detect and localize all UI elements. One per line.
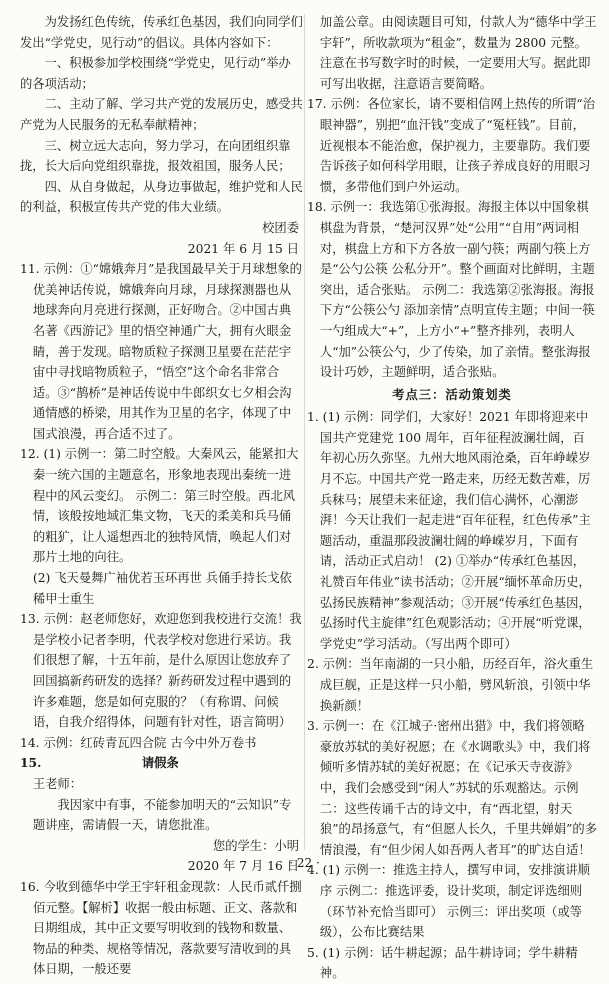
proposal-item-2: 二、主动了解、学习共产党的发展历史，感受共产党为人民服务的无私奉献精神； (20, 97, 303, 132)
right-column (307, 12, 597, 984)
proposal-signer: 校团委 (262, 220, 299, 235)
answer-15-header (20, 753, 303, 774)
proposal-intro: 为发扬红色传统，传承红色基因，我们向同学们发出“学党史，见行动”的倡议。具体内容如下： (20, 15, 303, 50)
section-heading: 考点三：活动策划类 (392, 386, 512, 402)
column-divider (304, 14, 305, 850)
proposal-item-3: 三、树立远大志向，努力学习，在向团组织靠拢，长大后向党组织靠拢，报效祖国，服务人民； (20, 138, 291, 174)
activity-answer-1: 1. (1) 示例：同学们，大家好！2021 年即将迎来中国共产党建党 100 周年，百年征程波澜壮阔，百年初心历久弥坚。九州大地风雨沧桑，百年峥嵘岁月不忘。中国共产党一路走来，历经无数苦难，厉兵秣马；展望未来征途，我们信心满怀，心潮澎湃！今天让我们一起走进“百年征程，红色传承”主题活动，重温那段波澜壮阔的峥嵘岁月，下面有请，活动正式启动！ (2) ①举办“传承红色基因，礼赞百年伟业”读书活动；②开展“缅怀革命历史，弘扬民族精神”参观活动；③开展“传承红色基因，弘扬时代主旋律”红色观影活动；④开展“听党课，学党史”学习活动。（写出两个即可） (307, 410, 591, 651)
leave-note-salutation: 王老师： (32, 776, 83, 791)
answer-16: 16. 今收到德华中学王宇轩租金现款：人民币贰仟捌佰元整。【解析】收据一般由标题、正文、落款和日期组成，其中正文要写明收到的钱物和数量、物品的种类、规格等情况，落款要写清收到的具体日期，一般还要 (20, 879, 302, 977)
proposal-item-1: 一、积极参加学校围绕“学党史，见行动”举办的各项活动； (20, 56, 291, 91)
leave-note-date: 2020 年 7 月 16 日 (187, 859, 299, 874)
proposal-date: 2021 年 6 月 15 日 (187, 241, 299, 256)
answer-16-continued: 加盖公章。由阅读题目可知，付款人为“德华中学王宇轩”，所收款项为“租金”，数量为 2800 元整。注意在书写数字时的时候，一定要用大写。据此即可写出收据，注意语言要简略。 (319, 15, 597, 91)
activity-answer-4: 4. (1) 示例一：推选主持人，撰写申词，安排演讲顺序 示例二：推选评委，设计奖项，制定评选细则（环节补充恰当即可） 示例三：评出奖项（或等级），公布比赛结果 (307, 863, 590, 940)
proposal-item-4: 四、从自身做起，从身边事做起，维护党和人民的利益，积极宣传共产党的伟大业绩。 (20, 179, 303, 215)
answer-11: 11. 示例：①“嫦娥奔月”是我国最早关于月球想象的优美神话传说，嫦娥奔向月球，月球探测器也从地球奔向月亮进行探测，正好吻合。②中国古典名著《西游记》里的悟空神通广大，拥有火眼金睛，善于发现。暗物质粒子探测卫星要在茫茫宇宙中寻找暗物质粒子，“悟空”这个命名非常合适。③“鹊桥”是神话传说中牛郎织女七夕相会沟通情感的桥梁，用其作为卫星的名字，体现了中国式浪漫，再合适不过了。 (20, 262, 302, 441)
activity-answer-5: 5. (1) 示例：话牛耕起源；品牛耕诗词；学牛耕精神。 (307, 945, 578, 981)
activity-answer-2: 2. 示例：当年南湖的一只小船，历经百年，浴火重生成巨舰，正是这样一只小船，劈风斩浪，引领中华换新颜！ (307, 657, 594, 713)
answer-12-part2: (2) 飞天曼舞广袖优若玉环再世 兵俑手持长戈依稀甲士重生 (32, 571, 292, 606)
answer-13: 13. 示例：赵老师您好，欢迎您到我校进行交流！我是学校小记者李明，代表学校对您进行采访。我们很想了解，十五年前，是什么原因让您放弃了回国搞新药研发的选择？新药研发过程中遇到的许多难题，您是如何克服的？（有称谓、问候语，自我介绍得体，问题有针对性，语言简明） (20, 612, 302, 730)
leave-note-signer: 您的学生：小明 (212, 838, 299, 853)
answer-17: 17. 示例：各位家长，请不要相信网上热传的所谓“治眼神器”，别把“血汗钱”变成了“冤枉钱”。目前，近视根本不能治愈，保护视力，主要靠防。我们要告诉孩子如何科学用眼，让孩子养成良好的用眼习惯，多带他们到户外运动。 (307, 97, 595, 194)
answer-14: 14. 示例：红砖青瓦四合院 古今中外万卷书 (20, 735, 257, 750)
activity-answer-3: 3. 示例一：在《江城子·密州出猎》中，我们将领略豪放苏轼的美好祝愿；在《水调歌头》中，我们将倾听多情苏轼的美好祝愿；在《记承天寺夜游》中，我们会感受到“闲人”苏轼的乐观豁达。示例二：这些传诵千古的诗文中，有“西北望，射天狼”的昂扬意气，有“但愿人长久，千里共婵娟”的多情浪漫，有“但少闲人如吾两人者耳”的旷达自适！ (307, 719, 598, 857)
answer-15-number: 15. (20, 755, 42, 771)
leave-note-title: 请假条 (141, 755, 179, 771)
page-number: · 22 · (289, 856, 320, 870)
leave-note-body: 我因家中有事，不能参加明天的“云知识”专题讲座，需请假一天，请您批准。 (32, 797, 292, 833)
answer-12-part1: 12. (1) 示例一：第二时空般。大秦风云，能紧扣大秦一统六国的主题意名，形象地表现出秦统一进程中的风云变幻。 示例二：第三时空般。西北风情，该般按地域汇集文物，飞天的柔美和兵马俑的粗犷，让人遥想西北的独特风情，唤起人们对那片土地的向往。 (20, 447, 299, 565)
left-column (20, 12, 303, 980)
answer-18: 18. 示例一：我选第①张海报。海报主体以中国象棋棋盘为背景，“楚河汉界”处“公用”“自用”两词相对，棋盘上方和下方各放一副勺筷；两副勺筷上方是“公勺公筷 公私分开”。整个画面对比鲜明，主题突出，适合张贴。 示例二：我选第②张海报。海报下方“公筷公勺 添加亲情”点明宣传主题；中间一筷一勺组成大“+”，上方小“+”整齐排列，表明人人“加”公筷公勺，少了传染，加了亲情。整张海报设计巧妙，主题鲜明，适合张贴。 (307, 200, 595, 380)
